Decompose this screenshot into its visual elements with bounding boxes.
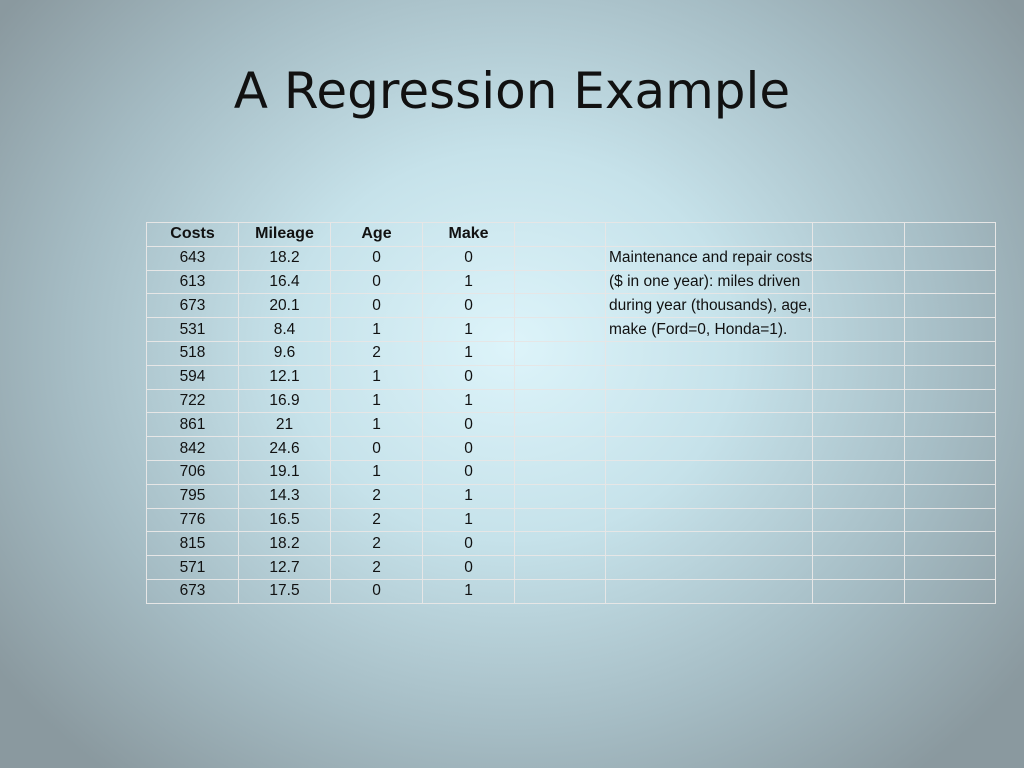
note-line: ($ in one year): miles driven bbox=[609, 272, 801, 290]
empty-cell bbox=[813, 413, 905, 437]
cell-costs: 571 bbox=[147, 556, 239, 580]
cell-mileage: 14.3 bbox=[239, 484, 331, 508]
cell-age: 1 bbox=[331, 365, 423, 389]
empty-cell bbox=[515, 365, 606, 389]
cell-mileage: 19.1 bbox=[239, 460, 331, 484]
cell-costs: 861 bbox=[147, 413, 239, 437]
table-row bbox=[147, 294, 996, 318]
empty-cell bbox=[905, 389, 996, 413]
slide-title: A Regression Example bbox=[233, 62, 791, 120]
cell-age: 1 bbox=[331, 389, 423, 413]
table-row bbox=[147, 532, 996, 556]
cell-costs: 643 bbox=[147, 246, 239, 270]
cell-age: 0 bbox=[331, 579, 423, 603]
empty-cell bbox=[813, 437, 905, 461]
cell-mileage: 20.1 bbox=[239, 294, 331, 318]
cell-mileage: 24.6 bbox=[239, 437, 331, 461]
cell-costs: 613 bbox=[147, 270, 239, 294]
empty-cell bbox=[905, 270, 996, 294]
empty-cell bbox=[813, 556, 905, 580]
cell-make: 1 bbox=[423, 579, 515, 603]
cell-mileage: 9.6 bbox=[239, 341, 331, 365]
empty-cell bbox=[905, 460, 996, 484]
cell-age: 0 bbox=[331, 437, 423, 461]
cell-costs: 706 bbox=[147, 460, 239, 484]
table-row bbox=[147, 270, 996, 294]
cell-mileage: 16.9 bbox=[239, 389, 331, 413]
cell-make: 0 bbox=[423, 460, 515, 484]
cell-age: 0 bbox=[331, 294, 423, 318]
empty-cell bbox=[606, 389, 813, 413]
empty-cell bbox=[515, 532, 606, 556]
cell-age: 2 bbox=[331, 484, 423, 508]
empty-cell bbox=[813, 294, 905, 318]
empty-cell bbox=[813, 484, 905, 508]
table-row bbox=[147, 484, 996, 508]
empty-cell bbox=[905, 318, 996, 342]
empty-cell bbox=[515, 413, 606, 437]
empty-cell bbox=[905, 413, 996, 437]
table-row bbox=[147, 389, 996, 413]
note-line-cell bbox=[606, 294, 813, 318]
empty-cell bbox=[813, 532, 905, 556]
empty-cell bbox=[905, 437, 996, 461]
data-table bbox=[146, 222, 996, 604]
empty-cell bbox=[515, 556, 606, 580]
empty-cell bbox=[515, 508, 606, 532]
empty-cell bbox=[606, 365, 813, 389]
table-row bbox=[147, 508, 996, 532]
cell-costs: 673 bbox=[147, 579, 239, 603]
cell-costs: 795 bbox=[147, 484, 239, 508]
cell-make: 1 bbox=[423, 484, 515, 508]
empty-cell bbox=[606, 341, 813, 365]
empty-cell bbox=[813, 341, 905, 365]
empty-cell bbox=[905, 484, 996, 508]
empty-cell bbox=[515, 460, 606, 484]
empty-cell bbox=[515, 246, 606, 270]
empty-cell bbox=[515, 223, 606, 247]
cell-make: 1 bbox=[423, 318, 515, 342]
empty-cell bbox=[606, 532, 813, 556]
empty-cell bbox=[606, 484, 813, 508]
empty-cell bbox=[905, 556, 996, 580]
table-row bbox=[147, 413, 996, 437]
cell-costs: 842 bbox=[147, 437, 239, 461]
header-age: Age bbox=[331, 223, 423, 247]
note-line-cell bbox=[606, 318, 813, 342]
cell-make: 0 bbox=[423, 556, 515, 580]
table-row bbox=[147, 341, 996, 365]
table-row bbox=[147, 460, 996, 484]
empty-cell bbox=[905, 532, 996, 556]
empty-cell bbox=[606, 556, 813, 580]
cell-mileage: 18.2 bbox=[239, 532, 331, 556]
cell-age: 0 bbox=[331, 270, 423, 294]
empty-cell bbox=[813, 365, 905, 389]
cell-mileage: 17.5 bbox=[239, 579, 331, 603]
note-line-cell bbox=[606, 270, 813, 294]
cell-make: 1 bbox=[423, 341, 515, 365]
cell-make: 0 bbox=[423, 413, 515, 437]
cell-make: 0 bbox=[423, 437, 515, 461]
header-costs: Costs bbox=[147, 223, 239, 247]
header-make: Make bbox=[423, 223, 515, 247]
table-row bbox=[147, 318, 996, 342]
empty-cell bbox=[515, 484, 606, 508]
cell-age: 2 bbox=[331, 341, 423, 365]
cell-costs: 594 bbox=[147, 365, 239, 389]
table-row bbox=[147, 437, 996, 461]
cell-costs: 531 bbox=[147, 318, 239, 342]
cell-costs: 673 bbox=[147, 294, 239, 318]
empty-cell bbox=[905, 365, 996, 389]
empty-cell bbox=[606, 460, 813, 484]
cell-make: 0 bbox=[423, 294, 515, 318]
empty-cell bbox=[515, 579, 606, 603]
empty-cell bbox=[606, 437, 813, 461]
table-row bbox=[147, 579, 996, 603]
empty-cell bbox=[813, 246, 905, 270]
cell-mileage: 16.5 bbox=[239, 508, 331, 532]
cell-costs: 518 bbox=[147, 341, 239, 365]
cell-make: 1 bbox=[423, 508, 515, 532]
cell-make: 1 bbox=[423, 270, 515, 294]
cell-mileage: 21 bbox=[239, 413, 331, 437]
empty-cell bbox=[606, 579, 813, 603]
cell-make: 0 bbox=[423, 246, 515, 270]
table-row bbox=[147, 365, 996, 389]
cell-mileage: 16.4 bbox=[239, 270, 331, 294]
table-row bbox=[147, 556, 996, 580]
empty-cell bbox=[606, 508, 813, 532]
empty-cell bbox=[515, 437, 606, 461]
cell-age: 1 bbox=[331, 460, 423, 484]
cell-age: 2 bbox=[331, 532, 423, 556]
note-line: Maintenance and repair costs bbox=[609, 249, 813, 267]
header-row bbox=[147, 223, 996, 247]
note-line-cell bbox=[606, 246, 813, 270]
cell-age: 1 bbox=[331, 413, 423, 437]
empty-cell bbox=[813, 318, 905, 342]
empty-cell bbox=[905, 223, 996, 247]
cell-mileage: 12.1 bbox=[239, 365, 331, 389]
cell-age: 1 bbox=[331, 318, 423, 342]
empty-cell bbox=[905, 508, 996, 532]
cell-mileage: 8.4 bbox=[239, 318, 331, 342]
empty-cell bbox=[515, 270, 606, 294]
cell-mileage: 18.2 bbox=[239, 246, 331, 270]
note-line: during year (thousands), age, bbox=[609, 296, 812, 314]
empty-cell bbox=[905, 341, 996, 365]
empty-cell bbox=[813, 579, 905, 603]
empty-cell bbox=[515, 318, 606, 342]
empty-cell bbox=[606, 413, 813, 437]
table-row bbox=[147, 246, 996, 270]
cell-make: 0 bbox=[423, 532, 515, 556]
empty-cell bbox=[905, 294, 996, 318]
empty-cell bbox=[813, 460, 905, 484]
empty-cell bbox=[905, 246, 996, 270]
empty-cell bbox=[813, 270, 905, 294]
cell-age: 2 bbox=[331, 556, 423, 580]
header-mileage: Mileage bbox=[239, 223, 331, 247]
cell-mileage: 12.7 bbox=[239, 556, 331, 580]
cell-costs: 722 bbox=[147, 389, 239, 413]
empty-cell bbox=[813, 223, 905, 247]
empty-cell bbox=[515, 389, 606, 413]
cell-costs: 776 bbox=[147, 508, 239, 532]
cell-age: 0 bbox=[331, 246, 423, 270]
cell-make: 1 bbox=[423, 389, 515, 413]
empty-cell bbox=[515, 294, 606, 318]
empty-cell bbox=[813, 389, 905, 413]
empty-cell bbox=[905, 579, 996, 603]
cell-make: 0 bbox=[423, 365, 515, 389]
empty-cell bbox=[515, 341, 606, 365]
empty-cell bbox=[606, 223, 813, 247]
note-line: make (Ford=0, Honda=1). bbox=[609, 320, 788, 338]
empty-cell bbox=[813, 508, 905, 532]
cell-age: 2 bbox=[331, 508, 423, 532]
cell-costs: 815 bbox=[147, 532, 239, 556]
